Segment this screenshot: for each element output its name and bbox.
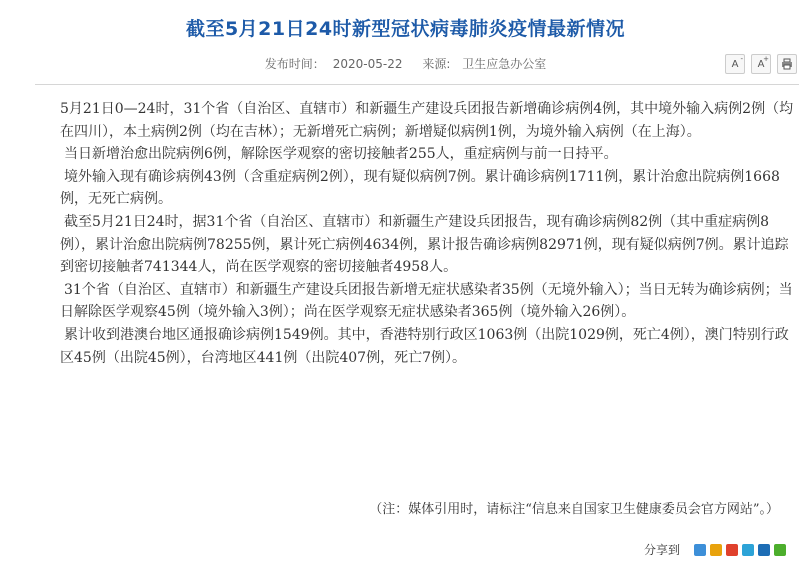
citation-note: （注：媒体引用时，请标注“信息来自国家卫生健康委员会官方网站”。） <box>369 502 779 517</box>
tencent-weibo-icon[interactable] <box>742 544 754 556</box>
source-label: 来源: <box>422 57 451 71</box>
weibo-icon[interactable] <box>726 544 738 556</box>
wechat-icon[interactable] <box>774 544 786 556</box>
print-button[interactable] <box>777 54 797 74</box>
share-bar <box>644 541 786 558</box>
paragraph: 累计收到港澳台地区通报确诊病例1549例。其中，香港特别行政区1063例（出院1029例，死亡4例），澳门特别行政区45例（出院45例），台湾地区441例（出院407例，死亡7例）。 <box>60 326 789 366</box>
paragraph: 当日新增治愈出院病例6例，解除医学观察的密切接触者255人，重症病例与前一日持平。 <box>64 146 618 163</box>
font-smaller-label: A <box>731 58 739 70</box>
font-size-controls <box>725 54 797 74</box>
paragraph: 截至5月21日24时，据31个省（自治区、直辖市）和新疆生产建设兵团报告，现有确诊病例82例（其中重症病例8例），累计治愈出院病例78255例，累计死亡病例4634例，累计报告确诊病例82971例，现有疑似病例7例。累计追踪到密切接触者741344人，尚在医学观察的密切接触者4958人。 <box>60 213 789 276</box>
font-larger-label: A <box>757 58 765 70</box>
article-title: 截至5月21日24时新型冠状病毒肺炎疫情最新情况 <box>185 18 626 40</box>
wechat-friends-icon[interactable] <box>710 544 722 556</box>
publish-label-text: 发布时间： <box>264 57 325 71</box>
print-icon <box>781 58 793 70</box>
publish-time-label <box>261 57 407 71</box>
font-larger-button[interactable] <box>751 54 771 74</box>
font-smaller-sup: - <box>740 55 743 63</box>
article-meta <box>0 55 811 72</box>
renren-icon[interactable] <box>758 544 770 556</box>
font-smaller-button[interactable] <box>725 54 745 74</box>
paragraph: 境外输入现有确诊病例43例（含重症病例2例），现有疑似病例7例。累计确诊病例1711例，累计治愈出院病例1668例，无死亡病例。 <box>60 168 780 208</box>
paragraph: 5月21日0—24时，31个省（自治区、直辖市）和新疆生产建设兵团报告新增确诊病例4例，其中境外输入病例2例（均在四川），本土病例2例（均在吉林）；无新增死亡病例；新增疑似病例1例，为境外输入病例（在上海）。 <box>60 101 794 140</box>
share-label: 分享到 <box>643 543 680 557</box>
publish-date: 2020-05-22 <box>332 57 403 71</box>
header-divider <box>35 84 799 85</box>
paragraph: 31个省（自治区、直辖市）和新疆生产建设兵团报告新增无症状感染者35例（无境外输入）；当日无转为确诊病例；当日解除医学观察45例（境外输入3例）；尚在医学观察无症状感染者365例（境外输入26例）。 <box>60 281 793 321</box>
source-name: 卫生应急办公室 <box>462 57 547 71</box>
qzone-icon[interactable] <box>694 544 706 556</box>
font-larger-sup: + <box>763 55 769 63</box>
source-info <box>418 57 550 71</box>
article-body <box>60 98 800 369</box>
